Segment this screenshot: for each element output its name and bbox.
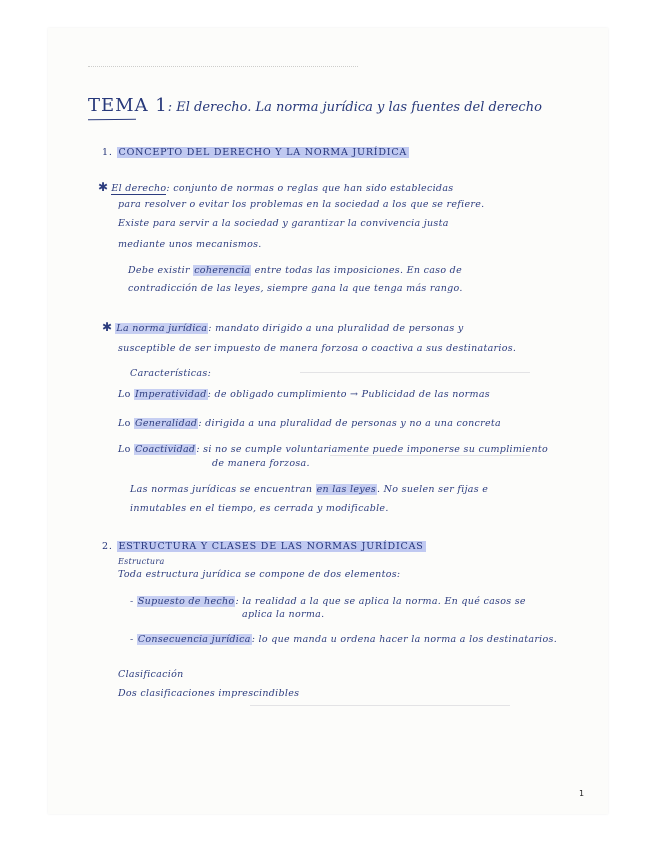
faint-header-marks: [88, 66, 358, 71]
bleed-through-mark: [300, 372, 530, 373]
caract-imperatividad: Lo Imperatividad: de obligado cumplimiento → Publicidad de las normas: [118, 389, 490, 400]
bullet-hook-icon: L: [118, 444, 125, 455]
asterisk-icon: ✱: [98, 180, 109, 194]
section-1-label: CONCEPTO DEL DERECHO Y LA NORMA JURÍDICA: [118, 147, 408, 158]
consecuencia-line: [130, 634, 557, 645]
generalidad-term: Generalidad: [134, 418, 198, 429]
section-1-number: 1.: [102, 147, 113, 158]
bleed-through-mark: [330, 455, 530, 456]
imperatividad-term: Imperatividad: [134, 389, 207, 400]
coherencia-pre: Debe existir: [128, 265, 194, 276]
estructura-intro: Toda estructura jurídica se compone de dos elementos:: [118, 569, 401, 580]
coherencia-line-1: [128, 265, 462, 276]
clasificacion-line-1: Dos clasificaciones imprescindibles: [118, 688, 300, 699]
normas-leyes-line-2: inmutables en el tiempo, es cerrada y modificable.: [130, 503, 389, 514]
page-number: 1: [579, 789, 585, 798]
normas-leyes-line-1: [130, 484, 488, 495]
normas-leyes-term: en las leyes: [316, 484, 377, 495]
supuesto-line-1: [130, 596, 526, 607]
bullet-hook-icon: L: [118, 389, 125, 400]
derecho-line-2: para resolver o evitar los problemas en la sociedad a los que se refiere.: [118, 199, 485, 210]
coactividad-cont: de manera forzosa.: [212, 458, 310, 469]
norma-line-2: susceptible de ser impuesto de manera forzosa o coactiva a sus destinatarios.: [118, 343, 517, 354]
supuesto-def: : la realidad a la que se aplica la norma. En qué casos se: [235, 596, 526, 607]
title-rest: : El derecho. La norma jurídica y las fuentes del derecho: [167, 100, 542, 115]
norma-line-1: [102, 320, 464, 334]
imperatividad-def: : de obligado cumplimiento → Publicidad de las normas: [207, 389, 490, 400]
consecuencia-term: Consecuencia jurídica: [137, 634, 251, 645]
asterisk-icon: ✱: [102, 320, 113, 334]
coactividad-term: Coactividad: [134, 444, 196, 455]
coactividad-def: : si no se cumple voluntariamente puede imponerse su cumplimiento: [196, 444, 548, 455]
norma-def: : mandato dirigido a una pluralidad de personas y: [208, 323, 464, 334]
clasificacion-label: Clasificación: [118, 669, 184, 680]
generalidad-def: : dirigida a una pluralidad de personas y no a una concreta: [198, 418, 502, 429]
bullet-hook-icon: L: [118, 418, 125, 429]
derecho-def: : conjunto de normas o reglas que han sido establecidas: [166, 183, 454, 194]
consecuencia-def: : lo que manda u ordena hacer la norma a los destinatarios.: [251, 634, 558, 645]
coherencia-post: entre todas las imposiciones. En caso de: [251, 265, 462, 276]
dash-marker: -: [130, 596, 137, 607]
caracteristicas-label: Características:: [130, 368, 212, 379]
page-title: [88, 95, 542, 116]
title-tema: TEMA 1: [88, 95, 168, 116]
derecho-line-3: Existe para servir a la sociedad y garantizar la convivencia justa: [118, 218, 449, 229]
derecho-line-4: mediante unos mecanismos.: [118, 239, 262, 250]
bleed-through-mark: [250, 705, 510, 706]
normas-pre: Las normas jurídicas se encuentran: [130, 484, 316, 495]
estructura-label: Estructura: [118, 557, 165, 566]
dash-marker: -: [130, 634, 137, 645]
normas-post: . No suelen ser fijas e: [377, 484, 489, 495]
section-1-heading: [102, 147, 409, 158]
section-2-heading: [102, 541, 426, 552]
derecho-line-1: [98, 180, 453, 194]
section-2-number: 2.: [102, 541, 113, 552]
section-2-label: ESTRUCTURA Y CLASES DE LAS NORMAS JURÍDICAS: [118, 541, 424, 552]
norma-term: La norma jurídica: [116, 323, 208, 334]
caract-coactividad: Lo Coactividad: si no se cumple voluntariamente puede imponerse su cumplimiento: [118, 444, 548, 455]
caract-generalidad: Lo Generalidad: dirigida a una pluralidad de personas y no a una concreta: [118, 418, 502, 429]
derecho-term: El derecho: [111, 183, 167, 194]
supuesto-term: Supuesto de hecho: [137, 596, 235, 607]
supuesto-line-2: aplica la norma.: [242, 609, 325, 620]
coherencia-line-2: contradicción de las leyes, siempre gana la que tenga más rango.: [128, 283, 463, 294]
coherencia-term: coherencia: [194, 265, 251, 276]
